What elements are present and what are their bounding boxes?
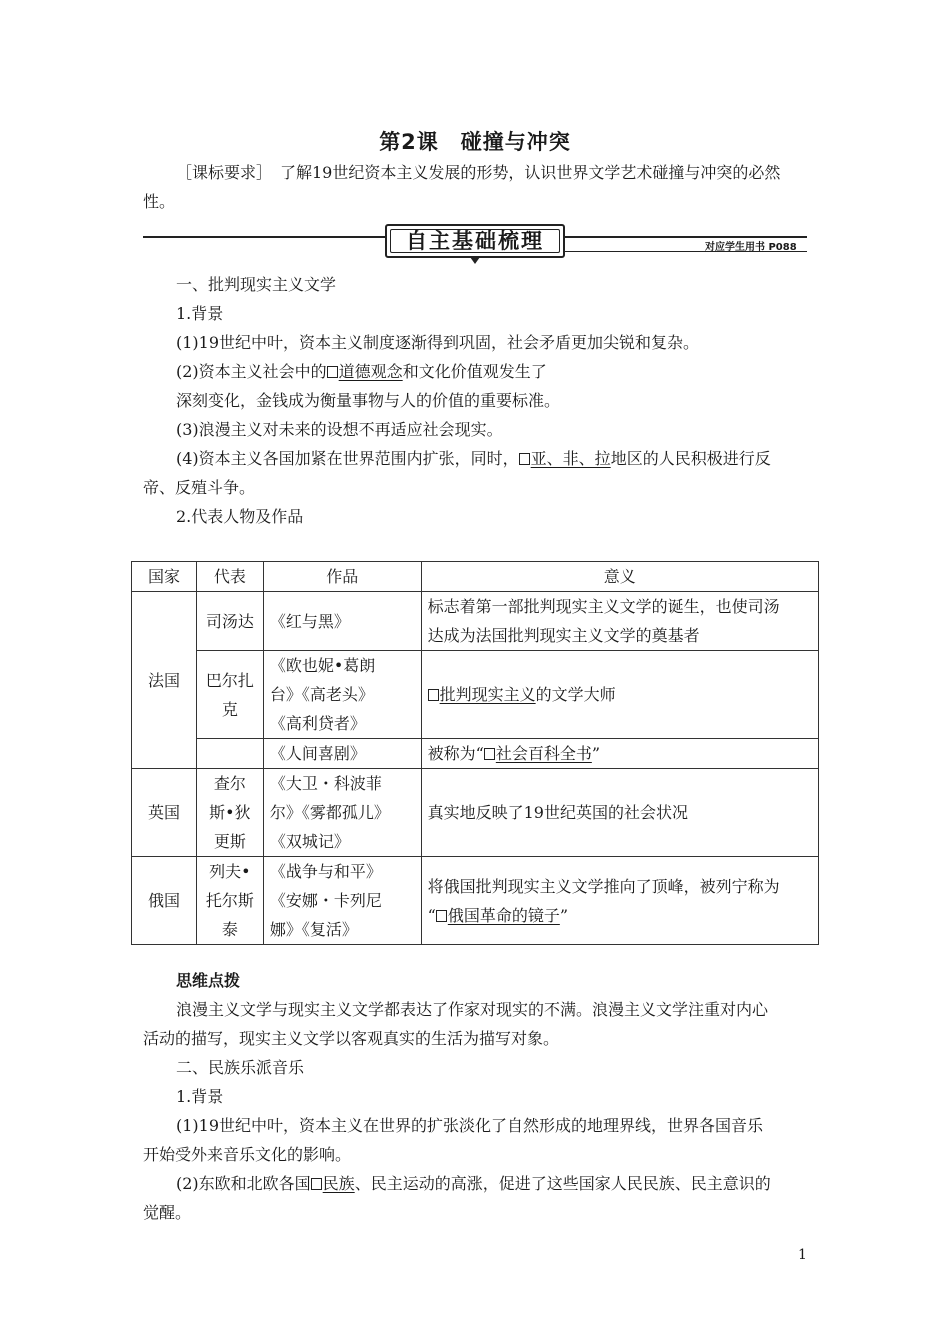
fill-blank: 俄国革命的镜子 (436, 906, 560, 925)
blank-box-icon (436, 910, 447, 922)
blank-box-icon (484, 748, 495, 760)
tip-heading: 思维点拨 (176, 971, 241, 990)
table-header: 作品 (263, 562, 421, 592)
table-header: 国家 (132, 562, 197, 592)
banner-rule-left (143, 236, 385, 238)
table-row (132, 739, 819, 769)
author-cell: 司汤达 (196, 592, 263, 651)
table-header: 意义 (421, 562, 818, 592)
section-heading: 二、民族乐派音乐 (176, 1058, 305, 1077)
blank-box-icon (327, 366, 338, 378)
table-row (132, 857, 819, 945)
curriculum-requirement-cont: 性。 (143, 192, 176, 211)
works-cell: 《红与黑》 (263, 592, 421, 651)
author-cell (196, 739, 263, 769)
author-cell: 查尔 斯•狄 更斯 (196, 769, 263, 857)
table-header: 代表 (196, 562, 263, 592)
blank-box-icon (519, 453, 530, 465)
meaning-cell: 标志着第一部批判现实主义文学的诞生，也使司汤 达成为法国批判现实主义文学的奠基者 (421, 592, 818, 651)
meaning-cell: 真实地反映了19世纪英国的社会状况 (421, 769, 818, 857)
curriculum-requirement: ［课标要求］ 了解19世纪资本主义发展的形势，认识世界文学艺术碰撞与冲突的必然 (176, 163, 781, 182)
banner-label: 自主基础梳理 (406, 229, 544, 253)
banner-pointer-icon (470, 257, 480, 264)
blank-box-icon (428, 689, 439, 701)
page-title: 第2课 碰撞与冲突 (379, 130, 571, 154)
subheading: 2.代表人物及作品 (176, 507, 304, 526)
fill-blank: 批判现实主义 (428, 685, 536, 704)
subheading: 1.背景 (176, 1087, 224, 1106)
fill-blank: 道德观念 (327, 362, 403, 381)
paragraph: 帝、反殖斗争。 (143, 478, 256, 497)
fill-blank: 社会百科全书 (484, 744, 592, 763)
meaning-cell: 将俄国批判现实主义文学推向了顶峰，被列宁称为 “ 俄国革命的镜子” (421, 857, 818, 945)
section-heading: 一、批判现实主义文学 (176, 275, 337, 294)
table-row (132, 769, 819, 857)
country-cell: 俄国 (132, 857, 197, 945)
country-cell: 法国 (132, 592, 197, 769)
fill-blank: 民族 (311, 1174, 355, 1193)
page-number: 1 (798, 1247, 807, 1263)
section-banner (385, 224, 565, 258)
paragraph: 浪漫主义文学与现实主义文学都表达了作家对现实的不满。浪漫主义文学注重对内心 (176, 1000, 769, 1019)
table-header-row (132, 562, 819, 592)
authors-table (131, 561, 819, 945)
paragraph: (3)浪漫主义对未来的设想不再适应社会现实。 (176, 420, 503, 439)
paragraph: (1)19世纪中叶，资本主义在世界的扩张淡化了自然形成的地理界线，世界各国音乐 (176, 1116, 764, 1135)
meaning-cell: 批判现实主义的文学大师 (421, 651, 818, 739)
blank-box-icon (311, 1178, 322, 1190)
paragraph: 活动的描写，现实主义文学以客观真实的生活为描写对象。 (143, 1029, 560, 1048)
banner-page-ref: 对应学生用书 P088 (705, 242, 797, 253)
subheading: 1.背景 (176, 304, 224, 323)
works-cell: 《人间喜剧》 (263, 739, 421, 769)
country-cell: 英国 (132, 769, 197, 857)
paragraph: 觉醒。 (143, 1203, 192, 1222)
paragraph: 深刻变化，金钱成为衡量事物与人的价值的重要标准。 (176, 391, 561, 410)
table-row (132, 592, 819, 651)
author-cell: 列夫• 托尔斯 泰 (196, 857, 263, 945)
fill-blank: 亚、非、拉 (519, 449, 611, 468)
paragraph: (2)东欧和北欧各国 民族、民主运动的高涨，促进了这些国家人民民族、民主意识的 (176, 1174, 771, 1193)
paragraph: (4)资本主义各国加紧在世界范围内扩张，同时， 亚、非、拉地区的人民积极进行反 (176, 449, 771, 468)
meaning-cell: 被称为“ 社会百科全书” (421, 739, 818, 769)
works-cell: 《欧也妮•葛朗 台》《高老头》 《高利贷者》 (263, 651, 421, 739)
works-cell: 《大卫・科波菲 尔》《雾都孤儿》 《双城记》 (263, 769, 421, 857)
paragraph: 开始受外来音乐文化的影响。 (143, 1145, 352, 1164)
table-row (132, 651, 819, 739)
paragraph: (2)资本主义社会中的 道德观念和文化价值观发生了 (176, 362, 547, 381)
paragraph: (1)19世纪中叶，资本主义制度逐渐得到巩固，社会矛盾更加尖锐和复杂。 (176, 333, 700, 352)
works-cell: 《战争与和平》 《安娜・卡列尼 娜》《复活》 (263, 857, 421, 945)
author-cell: 巴尔扎 克 (196, 651, 263, 739)
